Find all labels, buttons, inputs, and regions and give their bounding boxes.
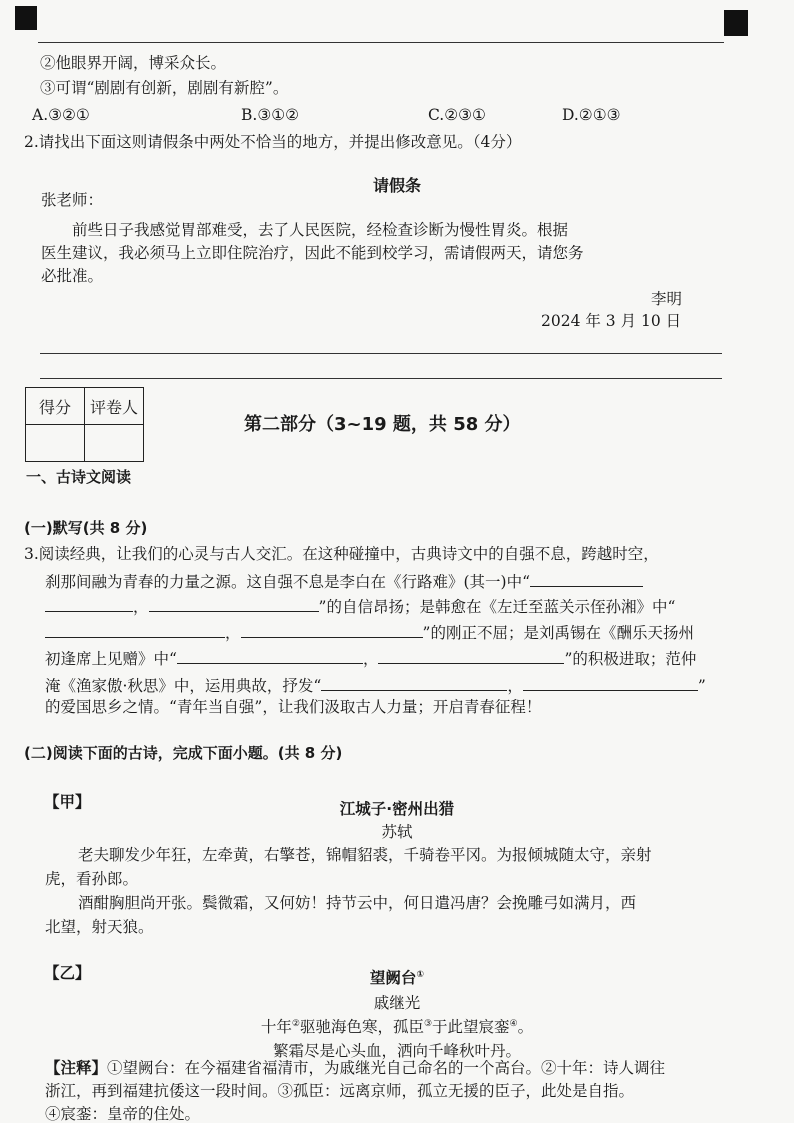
- q3-line-2: [45, 572, 643, 591]
- blank-6[interactable]: [177, 649, 363, 664]
- grader-cell[interactable]: [85, 425, 144, 462]
- q1-choice-d: D.②①③: [562, 106, 621, 124]
- poem-text: 十年: [260, 1018, 292, 1036]
- answer-line-1[interactable]: [40, 353, 722, 354]
- q3-text: ”的自信昂扬；是韩愈在《左迁至蓝关示侄孙湘》中“: [318, 598, 676, 616]
- poem-text: 驱驰海色寒，孤臣: [299, 1018, 424, 1036]
- poem-jia-line-1: 老夫聊发少年狂，左牵黄，右擎苍，锦帽貂裘，千骑卷平冈。为报倾城随太守，亲射: [78, 846, 652, 864]
- annotation-line-2: 浙江，再到福建抗倭这一段时间。③孤臣：远离京师，孤立无援的臣子，此处是自指。: [45, 1082, 635, 1100]
- q3-text: ，: [225, 624, 241, 642]
- leave-note-salutation: 张老师：: [41, 191, 104, 209]
- q3-text: 淹《渔家傲·秋思》中，运用典故，抒发“: [45, 677, 322, 695]
- poem-jia-author: 苏轼: [381, 823, 413, 841]
- q3-text: ，: [362, 650, 379, 668]
- leave-note-body-1: 前些日子我感觉胃部难受，去了人民医院，经检查诊断为慢性胃炎。根据: [72, 221, 569, 239]
- leave-note-title: 请假条: [372, 176, 421, 195]
- q3-line-7: 的爱国思乡之情。“青年当自强”，让我们汲取古人力量；开启青春征程！: [45, 698, 542, 716]
- grader-header: 评卷人: [85, 388, 144, 425]
- poem-yi-line-2: 繁霜尽是心头血，洒向千峰秋叶丹。: [272, 1042, 521, 1060]
- poem-text: 于此望宸銮: [432, 1018, 510, 1036]
- blank-9[interactable]: [523, 676, 698, 691]
- section1-title: 一、古诗文阅读: [26, 468, 132, 486]
- blank-3[interactable]: [149, 597, 319, 612]
- registration-mark-left: [15, 6, 37, 30]
- q3-line-4: [45, 623, 694, 642]
- q3-text: ，: [133, 598, 149, 616]
- poem-jia-line-2: 虎，看孙郎。: [45, 870, 139, 888]
- leave-note-body-3: 必批准。: [41, 267, 104, 285]
- poem-jia-line-3: 酒酣胸胆尚开张。鬓微霜，又何妨！持节云中，何日遣冯唐？会挽雕弓如满月，西: [78, 894, 637, 912]
- blank-2[interactable]: [45, 597, 133, 612]
- q1-item-3: ③可谓“剧剧有创新，剧剧有新腔”。: [40, 79, 289, 97]
- footnote-marker: ①: [416, 969, 425, 980]
- q3-line-1: 3.阅读经典，让我们的心灵与古人交汇。在这种碰撞中，古典诗文中的自强不息，跨越时空，: [24, 545, 659, 563]
- q3-line-5: [45, 649, 696, 668]
- poem-yi-line-1: [0, 1015, 794, 1037]
- annotation-line-1: [45, 1061, 665, 1077]
- q1-choice-b: B.③①②: [241, 106, 300, 124]
- q1-item-2: ②他眼界开阔，博采众长。: [40, 54, 227, 72]
- blank-8[interactable]: [321, 676, 507, 691]
- poem-jia-title: 江城子·密州出猎: [339, 800, 455, 818]
- footnote-marker: ④: [509, 1018, 518, 1029]
- poem-yi-title-text: 望阙台: [369, 969, 417, 987]
- poem-jia-line-4: 北望，射天狼。: [45, 918, 154, 936]
- q3-line-3: [45, 597, 675, 616]
- annotation-text: ①望阙台：在今福建省福清市，为戚继光自己命名的一个高台。②十年：诗人调往: [107, 1059, 666, 1077]
- answer-line-2[interactable]: [40, 378, 722, 379]
- leave-note-signature: 李明: [651, 290, 683, 308]
- score-header: 得分: [26, 388, 85, 425]
- sub2-title: (二)阅读下面的古诗，完成下面小题。(共 8 分): [24, 744, 343, 762]
- q1-choice-a: A.③②①: [32, 106, 90, 124]
- footnote-marker: ②: [291, 1018, 300, 1029]
- blank-4[interactable]: [45, 623, 225, 638]
- q3-text: ”: [697, 677, 706, 695]
- q3-line-6: [45, 676, 706, 695]
- blank-7[interactable]: [378, 649, 564, 664]
- leave-note-date: 2024 年 3 月 10 日: [541, 312, 682, 330]
- poem-jia-label: 【甲】: [44, 793, 91, 811]
- blank-1[interactable]: [530, 572, 643, 587]
- annotation-line-3: ④宸銮：皇帝的住处。: [45, 1105, 201, 1123]
- poem-text: 。: [517, 1018, 534, 1036]
- sub1-title: (一)默写(共 8 分): [24, 519, 148, 537]
- score-cell[interactable]: [26, 425, 85, 462]
- score-table: [25, 387, 144, 462]
- top-rule: [38, 42, 724, 43]
- poem-yi-title: [0, 966, 794, 988]
- leave-note-body-2: 医生建议，我必须马上立即住院治疗，因此不能到校学习，需请假两天，请您务: [41, 244, 584, 262]
- part2-title: 第二部分（3~19 题，共 58 分）: [244, 414, 521, 435]
- poem-yi-author: 戚继光: [373, 994, 421, 1012]
- q3-text: 刹那间融为青春的力量之源。这自强不息是李白在《行路难》(其一)中“: [45, 573, 531, 591]
- annotation-label: 【注释】: [45, 1059, 108, 1077]
- q3-text: ”的刚正不屈；是刘禹锡在《酬乐天扬州: [422, 624, 694, 642]
- q3-text: ，: [507, 677, 523, 695]
- poem-yi-label: 【乙】: [44, 964, 91, 982]
- footnote-marker: ③: [423, 1018, 433, 1029]
- blank-5[interactable]: [241, 623, 423, 638]
- registration-mark-right: [724, 10, 748, 36]
- q1-choice-c: C.②③①: [428, 106, 486, 124]
- q3-text: ”的积极进取；范仲: [564, 650, 697, 668]
- q3-text: 初逢席上见赠》中“: [45, 650, 177, 668]
- q2-question: 2.请找出下面这则请假条中两处不恰当的地方，并提出修改意见。（4分）: [24, 133, 522, 151]
